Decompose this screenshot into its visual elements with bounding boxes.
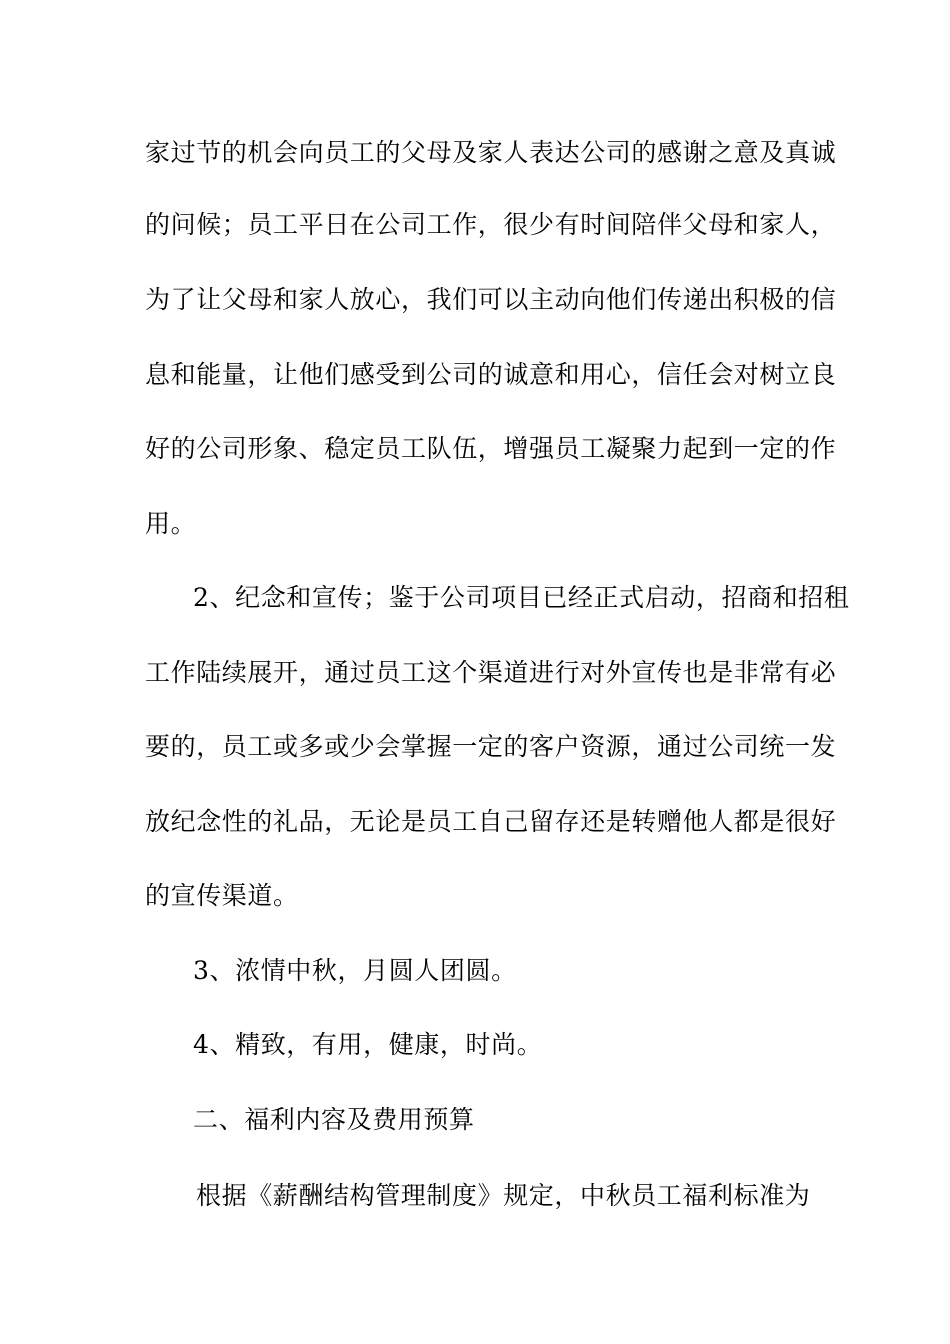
- body-text-line: 息和能量，让他们感受到公司的诚意和用心，信任会对树立良: [145, 360, 837, 389]
- numbered-paragraph-2: 2、纪念和宣传；鉴于公司项目已经正式启动，招商和招租: [193, 583, 850, 612]
- body-text-line: 家过节的机会向员工的父母及家人表达公司的感谢之意及真诚: [145, 138, 837, 167]
- body-text-line: 工作陆续展开，通过员工这个渠道进行对外宣传也是非常有必: [145, 658, 837, 687]
- body-text-line: 放纪念性的礼品，无论是员工自己留存还是转赠他人都是很好: [145, 807, 837, 836]
- body-text-line: 要的，员工或多或少会掌握一定的客户资源，通过公司统一发: [145, 732, 837, 761]
- body-text-line: 的问候；员工平日在公司工作，很少有时间陪伴父母和家人，: [145, 210, 837, 239]
- body-text-line: 用。: [145, 509, 197, 538]
- numbered-paragraph-4: 4、精致，有用，健康，时尚。: [193, 1030, 543, 1059]
- body-text-line: 的宣传渠道。: [145, 881, 299, 910]
- body-text-line: 根据《薪酬结构管理制度》规定，中秋员工福利标准为: [196, 1181, 811, 1210]
- section-heading: 二、福利内容及费用预算: [193, 1105, 475, 1134]
- numbered-paragraph-3: 3、浓情中秋，月圆人团圆。: [193, 956, 517, 985]
- body-text-line: 好的公司形象、稳定员工队伍，增强员工凝聚力起到一定的作: [145, 434, 837, 463]
- body-text-line: 为了让父母和家人放心，我们可以主动向他们传递出积极的信: [145, 285, 837, 314]
